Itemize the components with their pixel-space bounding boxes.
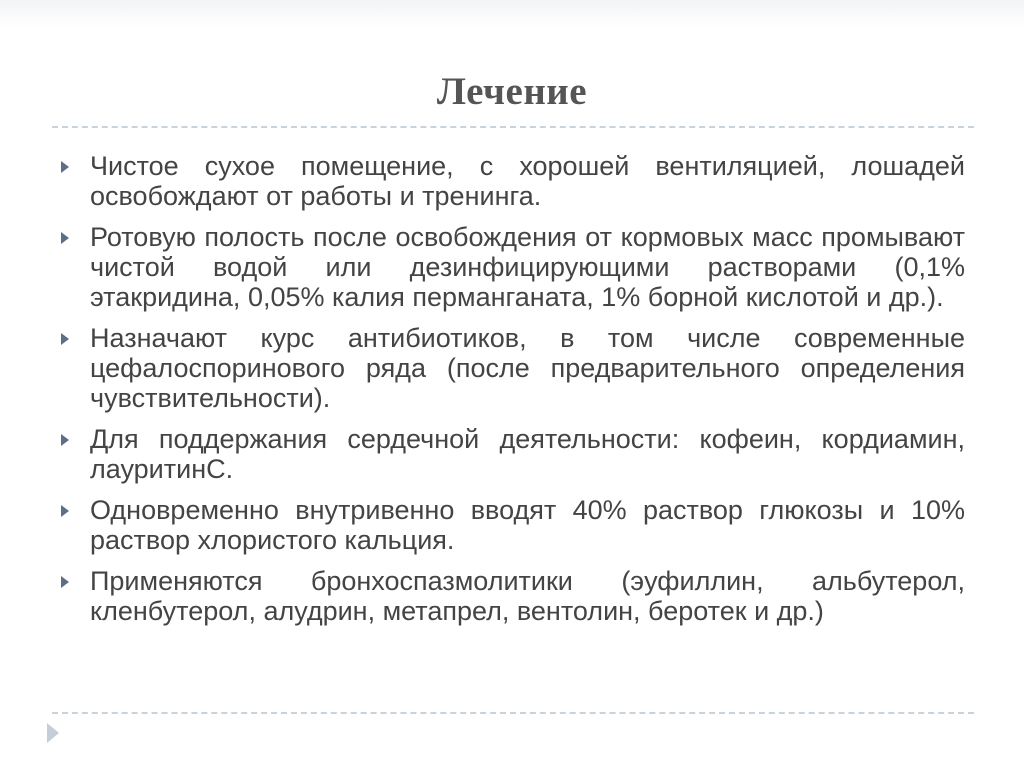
bullet-item — [0, 424, 1024, 484]
bullet-arrow-icon — [61, 505, 69, 517]
slide-title: Лечение — [436, 70, 588, 113]
bullet-text: Применяются бронхоспазмолитики (эуфиллин, альбутерол, кленбутерол, алудрин, метапрел, вентолин, беротек и др.) — [90, 566, 965, 626]
footer-arrow-icon — [47, 723, 59, 743]
bullet-text: Одновременно внутривенно вводят 40% раствор глюкозы и 10% раствор хлористого кальция. — [90, 495, 965, 555]
bullet-text: Для поддержания сердечной деятельности: кофеин, кордиамин, лауритинС. — [90, 424, 965, 484]
bullet-item — [0, 151, 1024, 211]
bullet-arrow-icon — [61, 333, 69, 345]
title-divider — [52, 126, 974, 128]
bullet-arrow-icon — [61, 232, 69, 244]
bullet-item — [0, 222, 1024, 312]
bullet-arrow-icon — [61, 161, 69, 173]
bullet-arrow-icon — [61, 576, 69, 588]
footer-divider — [52, 712, 974, 714]
bullet-text: Ротовую полость после освобождения от кормовых масс промывают чистой водой или дезинфицирующими растворами (0,1% этакридина, 0,05% калия перманганата, 1% борной кислотой и др.). — [90, 222, 965, 312]
bullet-arrow-icon — [61, 434, 69, 446]
bullet-item — [0, 495, 1024, 555]
bullet-item — [0, 566, 1024, 626]
slide-top-edge — [0, 0, 1024, 28]
bullet-text: Назначают курс антибиотиков, в том числе современные цефалоспоринового ряда (после предварительного определения чувствительности). — [90, 323, 965, 413]
bullet-item — [0, 323, 1024, 413]
bullet-text: Чистое сухое помещение, с хорошей вентиляцией, лошадей освобождают от работы и тренинга. — [90, 151, 965, 211]
bullet-list — [0, 151, 1024, 637]
